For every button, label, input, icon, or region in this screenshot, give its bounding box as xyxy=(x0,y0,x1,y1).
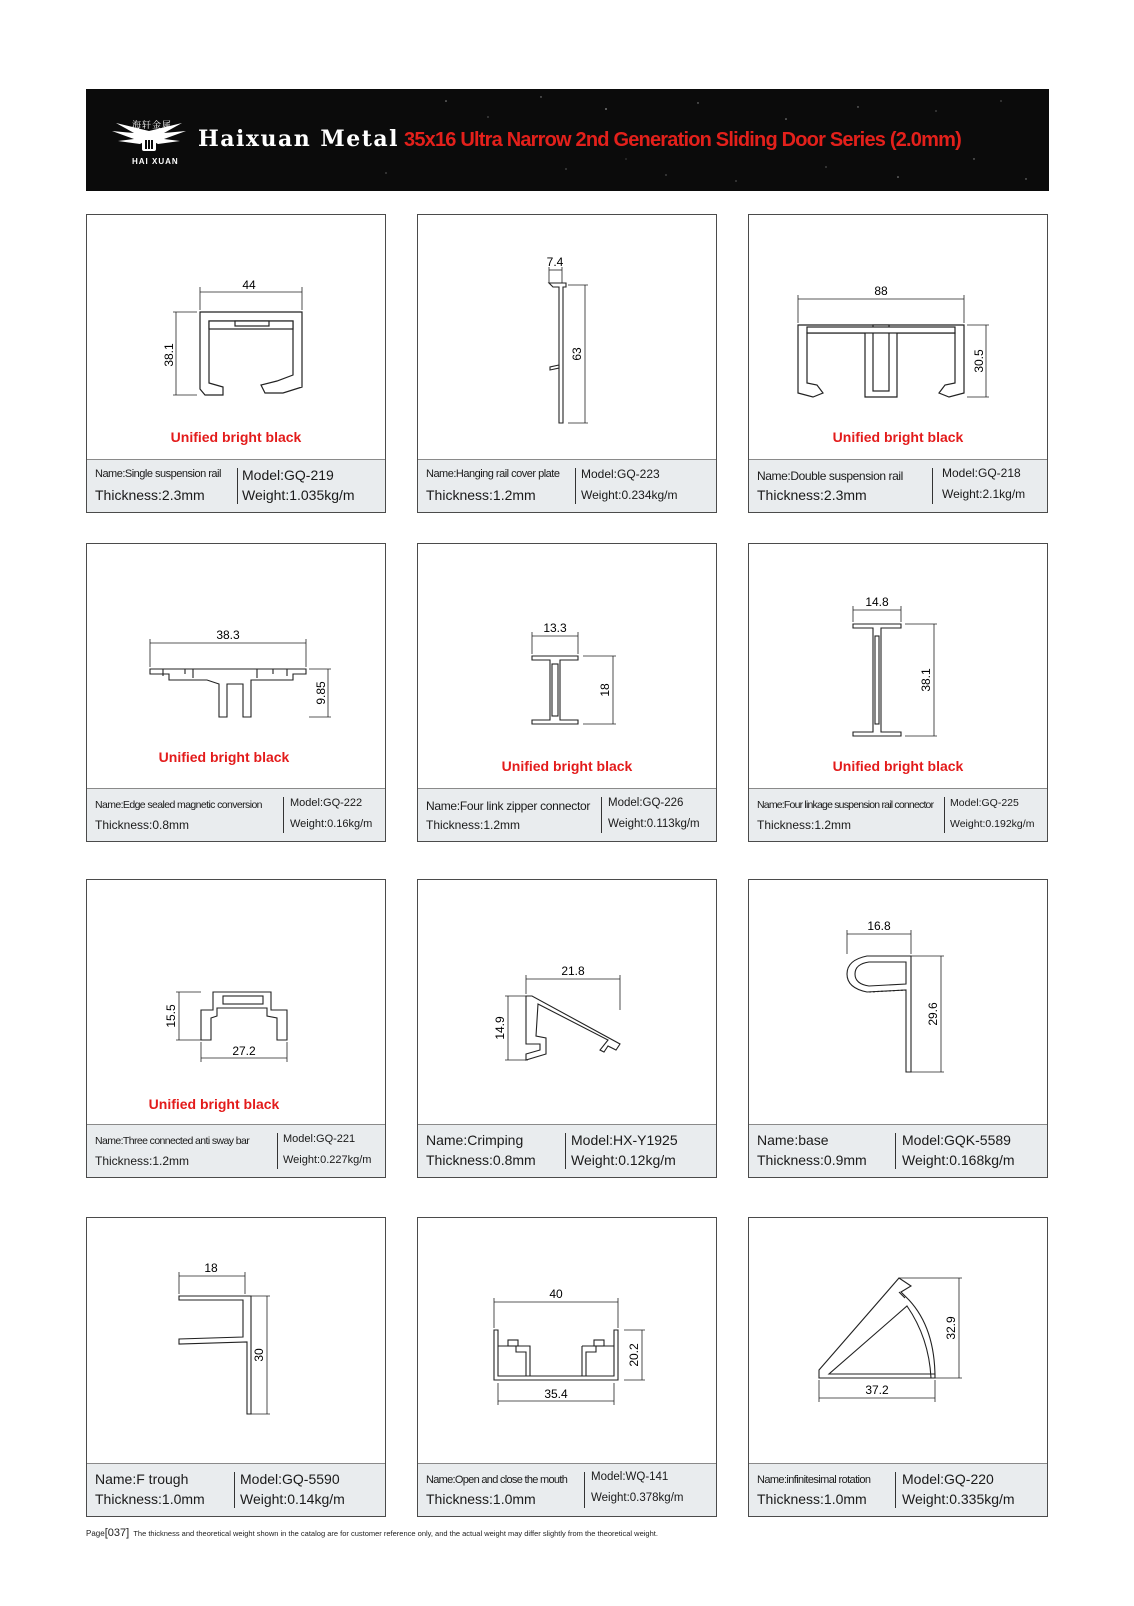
dim-height: 30.5 xyxy=(972,349,986,373)
dim-width: 44 xyxy=(242,278,256,292)
spec-panel xyxy=(418,788,716,841)
product-card-gq220 xyxy=(748,1217,1048,1517)
product-thickness: Thickness:1.2mm xyxy=(757,818,852,832)
product-model: Model:GQ-223 xyxy=(581,467,660,481)
dim-height: 14.9 xyxy=(493,1016,507,1040)
wq141-profile-svg xyxy=(418,1218,716,1458)
product-card-hxy1925 xyxy=(417,879,717,1178)
spec-panel xyxy=(87,1463,385,1516)
product-name: Name:Crimping xyxy=(426,1132,524,1148)
product-name: Name:Edge sealed magnetic conversion xyxy=(95,799,262,811)
product-weight: Weight:0.234kg/m xyxy=(581,488,678,502)
product-card-gq5590 xyxy=(86,1217,386,1517)
spec-divider xyxy=(895,1472,896,1508)
spec-divider xyxy=(565,1133,566,1169)
product-thickness: Thickness:0.8mm xyxy=(95,818,190,832)
gq225-profile-svg xyxy=(749,544,1047,784)
product-thickness: Thickness:2.3mm xyxy=(95,487,205,503)
gqk5589-profile-svg xyxy=(749,880,1047,1120)
spec-panel xyxy=(749,1124,1047,1177)
spec-panel xyxy=(87,788,385,841)
product-name: Name:Three connected anti sway bar xyxy=(95,1135,250,1147)
product-weight: Weight:0.335kg/m xyxy=(902,1491,1015,1507)
dim-width: 7.4 xyxy=(546,255,564,269)
product-model: Model:GQ-5590 xyxy=(240,1471,340,1487)
finish-label: Unified bright black xyxy=(832,429,964,445)
product-model: Model:GQ-225 xyxy=(950,797,1019,809)
series-title: 35x16 Ultra Narrow 2nd Generation Sliding Door Series (2.0mm) xyxy=(404,129,961,151)
finish-label: Unified bright black xyxy=(832,758,964,774)
spec-panel xyxy=(87,1124,385,1177)
product-weight: Weight:0.378kg/m xyxy=(591,1492,684,1504)
brand-name: Haixuan Metal xyxy=(198,126,400,152)
spec-divider xyxy=(283,797,284,833)
product-thickness: Thickness:1.0mm xyxy=(95,1491,205,1507)
hxy1925-profile-svg xyxy=(418,880,716,1120)
product-name: Name:Four linkage suspension rail connector xyxy=(757,799,934,811)
dim-height: 29.6 xyxy=(926,1002,940,1026)
spec-panel xyxy=(418,1463,716,1516)
product-model: Model:GQ-220 xyxy=(902,1471,994,1487)
gq218-profile-svg xyxy=(749,215,1047,455)
footer-note: The thickness and theoretical weight shown in the catalog are for customer reference only, and the actual weight may differ slightly from the theoretical weight. xyxy=(133,1529,658,1538)
dim-inner-width: 35.4 xyxy=(544,1387,568,1401)
finish-label: Unified bright black xyxy=(158,749,290,765)
dim-height: 18 xyxy=(598,683,612,697)
dim-width: 14.8 xyxy=(865,595,889,609)
spec-divider xyxy=(584,1472,585,1508)
dim-height: 32.9 xyxy=(944,1316,958,1340)
product-weight: Weight:0.16kg/m xyxy=(290,818,373,830)
product-weight: Weight:2.1kg/m xyxy=(942,487,1026,501)
header-banner xyxy=(86,89,1049,191)
dim-width: 88 xyxy=(874,284,888,298)
dim-width: 37.2 xyxy=(865,1383,889,1397)
dim-width: 16.8 xyxy=(867,919,891,933)
dim-width: 27.2 xyxy=(232,1044,256,1058)
eagle-logo-icon xyxy=(104,109,194,161)
dim-width: 21.8 xyxy=(561,964,585,978)
spec-divider xyxy=(932,468,933,504)
product-card-gq219 xyxy=(86,214,386,513)
product-model: Model:GQK-5589 xyxy=(902,1132,1011,1148)
dim-height: 30 xyxy=(252,1348,266,1362)
spec-panel xyxy=(418,459,716,512)
product-weight: Weight:0.192kg/m xyxy=(950,818,1035,830)
product-weight: Weight:1.035kg/m xyxy=(242,487,355,503)
dim-width: 13.3 xyxy=(543,621,567,635)
spec-divider xyxy=(277,1133,278,1169)
product-name: Name:Single suspension rail xyxy=(95,468,221,480)
spec-divider xyxy=(601,797,602,833)
product-weight: Weight:0.227kg/m xyxy=(283,1154,372,1166)
product-card-wq141 xyxy=(417,1217,717,1517)
dim-height: 38.1 xyxy=(162,343,176,367)
product-thickness: Thickness:1.2mm xyxy=(95,1154,190,1168)
product-model: Model:GQ-222 xyxy=(290,797,363,809)
dim-height: 9.85 xyxy=(314,681,328,705)
product-name: Name:F trough xyxy=(95,1471,189,1487)
dim-height: 63 xyxy=(570,347,584,361)
product-name: Name:base xyxy=(757,1132,829,1148)
product-card-gq226 xyxy=(417,543,717,842)
gq221-profile-svg xyxy=(87,880,385,1120)
product-card-gq222 xyxy=(86,543,386,842)
product-name: Name:Open and close the mouth xyxy=(426,1474,568,1486)
product-card-gq221 xyxy=(86,879,386,1178)
gq222-profile-svg xyxy=(87,544,385,784)
spec-panel xyxy=(87,459,385,512)
product-weight: Weight:0.12kg/m xyxy=(571,1152,676,1168)
product-weight: Weight:0.14kg/m xyxy=(240,1491,345,1507)
product-weight: Weight:0.113kg/m xyxy=(608,818,700,830)
logo-english-text: HAI XUAN xyxy=(132,157,179,166)
dim-height: 15.5 xyxy=(164,1004,178,1028)
product-model: Model:GQ-226 xyxy=(608,797,684,809)
product-model: Model:GQ-219 xyxy=(242,467,334,483)
finish-label: Unified bright black xyxy=(501,758,633,774)
spec-panel xyxy=(749,1463,1047,1516)
gq5590-profile-svg xyxy=(87,1218,385,1458)
product-name: Name:Four link zipper connector xyxy=(426,799,591,813)
dim-height: 20.2 xyxy=(627,1343,641,1367)
product-card-gqk5589 xyxy=(748,879,1048,1178)
product-model: Model:WQ-141 xyxy=(591,1471,669,1483)
product-model: Model:HX-Y1925 xyxy=(571,1132,678,1148)
page-number: [037] xyxy=(104,1527,130,1539)
page-label: Page xyxy=(86,1529,105,1538)
spec-panel xyxy=(749,788,1047,841)
product-thickness: Thickness:2.3mm xyxy=(757,487,867,503)
product-card-gq218 xyxy=(748,214,1048,513)
product-name: Name:infinitesimal rotation xyxy=(757,1474,871,1486)
gq223-profile-svg xyxy=(418,215,716,455)
spec-divider xyxy=(234,1472,235,1508)
product-model: Model:GQ-218 xyxy=(942,466,1021,480)
spec-divider xyxy=(895,1133,896,1169)
spec-panel xyxy=(418,1124,716,1177)
spec-panel xyxy=(749,459,1047,512)
page-footer xyxy=(86,1527,658,1539)
logo-chinese-text: 海轩金属 xyxy=(132,121,173,131)
dim-width: 40 xyxy=(549,1287,563,1301)
dim-height: 38.1 xyxy=(919,668,933,692)
gq220-profile-svg xyxy=(749,1218,1047,1458)
product-thickness: Thickness:1.0mm xyxy=(757,1491,867,1507)
spec-divider xyxy=(237,468,238,504)
product-thickness: Thickness:1.2mm xyxy=(426,487,536,503)
product-thickness: Thickness:0.9mm xyxy=(757,1152,867,1168)
product-thickness: Thickness:1.0mm xyxy=(426,1491,536,1507)
product-thickness: Thickness:1.2mm xyxy=(426,818,521,832)
product-card-gq223 xyxy=(417,214,717,513)
dim-width: 38.3 xyxy=(216,628,240,642)
finish-label: Unified bright black xyxy=(148,1096,280,1112)
gq226-profile-svg xyxy=(418,544,716,784)
dim-width: 18 xyxy=(204,1261,218,1275)
product-thickness: Thickness:0.8mm xyxy=(426,1152,536,1168)
finish-label: Unified bright black xyxy=(170,429,302,445)
product-name: Name:Hanging rail cover plate xyxy=(426,468,560,480)
product-model: Model:GQ-221 xyxy=(283,1133,356,1145)
gq219-profile-svg xyxy=(87,215,385,455)
product-weight: Weight:0.168kg/m xyxy=(902,1152,1015,1168)
spec-divider xyxy=(575,468,576,504)
product-card-gq225 xyxy=(748,543,1048,842)
product-name: Name:Double suspension rail xyxy=(757,469,903,483)
spec-divider xyxy=(944,797,945,833)
